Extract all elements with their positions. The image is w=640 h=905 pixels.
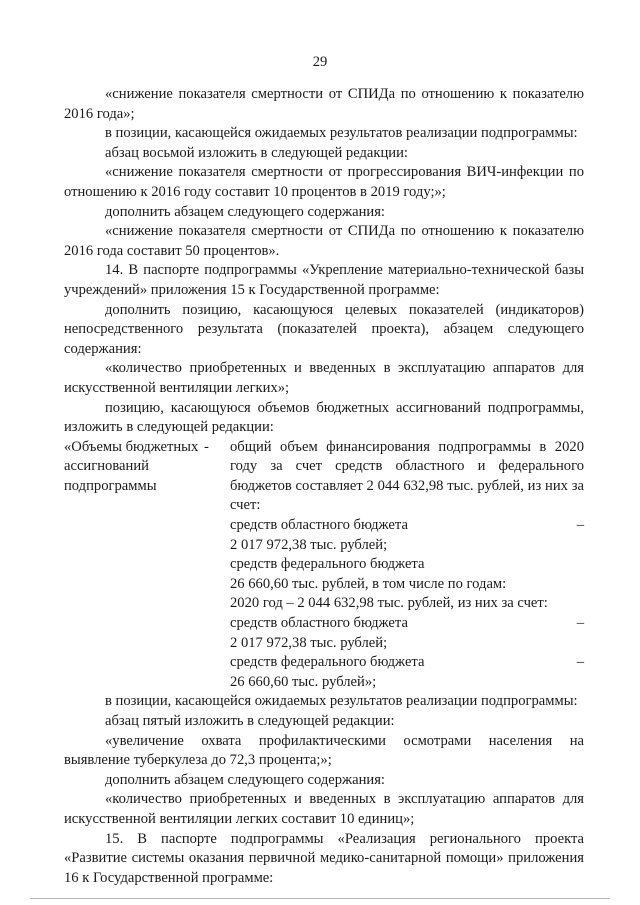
budget-intro: общий объем финансирования подпрограммы в 2020 году за счет средств областного и федерального бюджетов составляет 2 044 632,98 тыс. рублей, из них за счет:: [230, 438, 584, 514]
paragraph: абзац восьмой изложить в следующей редакции:: [105, 144, 408, 161]
budget-table-dash: -: [204, 438, 209, 455]
paragraph: в позиции, касающейся ожидаемых результатов реализации подпрограммы:: [105, 125, 578, 142]
paragraph: «снижение показателя смертности от СПИДа по отношению к показателю 2016 года составит 50 процентов».: [64, 223, 584, 259]
budget-table: [64, 438, 584, 693]
paragraph: «снижение показателя смертности от прогрессирования ВИЧ-инфекции по отношению к 2016 году составит 10 процентов в 2019 году;»;: [64, 164, 584, 200]
budget-table-content: [230, 438, 584, 693]
federal-budget-line: средств федерального бюджета: [230, 556, 425, 573]
page-number: 29: [312, 54, 328, 70]
regional-budget-value: 2 017 972,38 тыс. рублей;: [230, 536, 388, 553]
paragraph: дополнить абзацем следующего содержания:: [105, 771, 385, 788]
document-body: [64, 85, 584, 888]
paragraph: «количество приобретенных и введенных в эксплуатацию аппаратов для искусственной вентиляции легких составит 10 единиц»;: [64, 791, 584, 827]
line-dash: –: [576, 615, 584, 632]
federal-budget-value: 26 660,60 тыс. рублей, в том числе по годам:: [230, 575, 507, 592]
regional-budget-line-2: [230, 614, 584, 634]
paragraph: позицию, касающуюся объемов бюджетных ассигнований подпрограммы, изложить в следующей редакции:: [64, 399, 584, 436]
paragraph: «снижение показателя смертности от СПИДа по отношению к показателю 2016 года»;: [64, 86, 584, 122]
line-dash: –: [576, 654, 584, 671]
regional-budget-label: средств областного бюджета: [230, 517, 408, 534]
footer-divider: [30, 898, 610, 899]
paragraph: «увеличение охвата профилактическими осмотрами населения на выявление туберкулеза до 72,3 процента;»;: [64, 732, 584, 769]
paragraph: дополнить позицию, касающуюся целевых показателей (индикаторов) непосредственного результата (показателей проекта), абзацем следующего содержания:: [64, 301, 584, 357]
paragraph: дополнить абзацем следующего содержания:: [105, 203, 385, 220]
paragraph: абзац пятый изложить в следующей редакции:: [105, 713, 395, 729]
section-14-heading: 14. В паспорте подпрограммы «Укрепление материально-технической базы учреждений» приложения 15 к Государственной программе:: [64, 262, 584, 298]
paragraph: в позиции, касающейся ожидаемых результатов реализации подпрограммы:: [105, 693, 578, 710]
budget-table-label: «Объемы бюджетных ассигнований подпрограммы: [64, 438, 199, 494]
federal-budget-value-2: 26 660,60 тыс. рублей»;: [230, 673, 377, 690]
regional-budget-line: [230, 516, 584, 536]
regional-budget-label-2: средств областного бюджета: [230, 615, 408, 632]
line-dash: –: [576, 517, 584, 534]
year-line: 2020 год – 2 044 632,98 тыс. рублей, из них за счет:: [230, 595, 548, 612]
paragraph: «количество приобретенных и введенных в эксплуатацию аппаратов для искусственной вентиляции легких»;: [64, 360, 584, 396]
federal-budget-line-2: [230, 653, 584, 673]
regional-budget-value-2: 2 017 972,38 тыс. рублей;: [230, 634, 388, 651]
federal-budget-label-2: средств федерального бюджета: [230, 654, 425, 671]
section-15-heading: 15. В паспорте подпрограммы «Реализация регионального проекта «Развитие системы оказания первичной медико-санитарной помощи» приложения 16 к Государственной программе:: [64, 830, 584, 886]
